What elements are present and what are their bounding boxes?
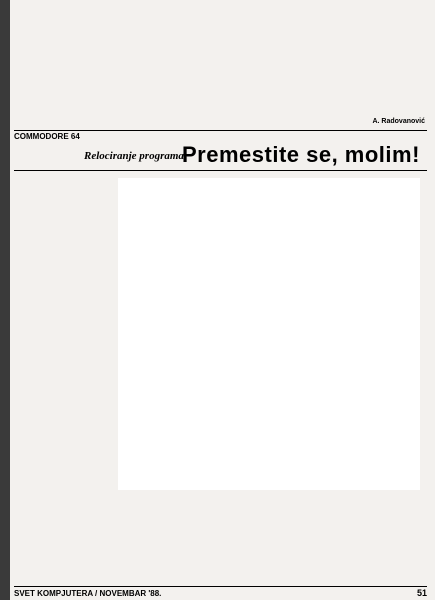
page-edge-shadow [0,0,10,600]
article-title: Premestite se, molim! [182,142,420,167]
section-label: COMMODORE 64 [14,132,80,141]
article-headline [14,142,427,168]
article-body-left-column [14,276,114,576]
bottom-column-3 [324,492,420,584]
article-body-bottom-columns [118,492,420,584]
page-footer [14,586,427,599]
bottom-column-1 [118,492,214,584]
author-signature: A. Radovanović [372,118,425,125]
basic-program-listing [118,178,420,490]
footer-page-number: 51 [416,588,427,598]
previous-article-columns [14,10,427,126]
top-column-3 [288,10,427,126]
footer-magazine-issue: SVET KOMPJUTERA / NOVEMBAR '88. [14,589,162,598]
top-column-2 [156,10,280,126]
article-lead [14,176,114,272]
top-column-1 [14,10,148,126]
article-kicker: Relociranje programa: [84,150,188,162]
bottom-column-2 [221,492,317,584]
headline-rule [14,170,427,171]
